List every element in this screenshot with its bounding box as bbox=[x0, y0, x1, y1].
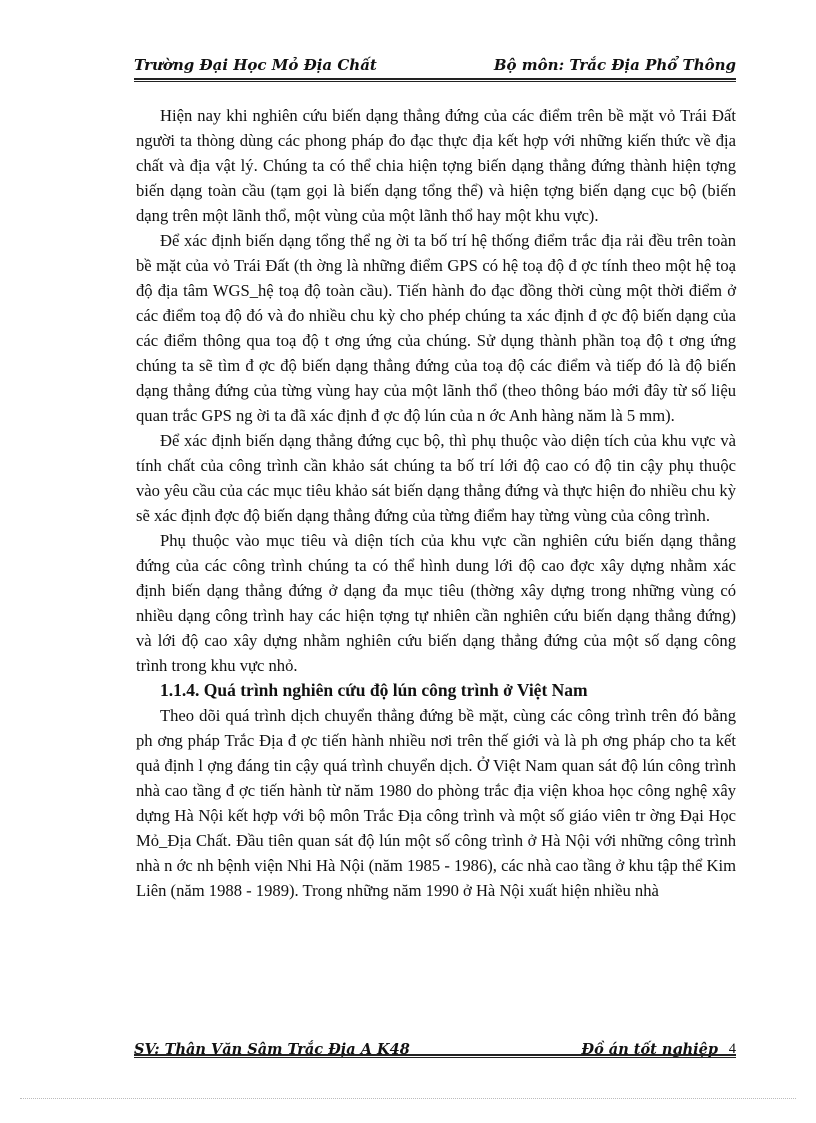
paragraph-2: Để xác định biến dạng tổng thể ng ời ta bố trí hệ thống điểm trắc địa rải đều trên toàn bề mặt của vỏ Trái Đất (th ờng là những điểm GPS có hệ toạ độ đ ợc tính theo một hệ toạ độ địa tâm WGS_hệ toạ độ toàn cầu). Tiến hành đo đạc đồng thời cùng một thời điểm ở các điểm toạ độ đó và đo nhiều chu kỳ cho phép chúng ta xác định đ ợc độ biến dạng của các điểm thông qua toạ độ t ơng ứng của chúng. Sử dụng thành phần toạ độ t ơng ứng chúng ta sẽ tìm đ ợc độ biến dạng thẳng đứng của toạ độ các điểm và tiếp đó là độ biến dạng thẳng đứng của từng vùng hay của một lãnh thổ (theo thông báo mới đây từ số liệu quan trắc GPS ng ời ta đã xác định đ ợc độ lún của n ớc Anh hàng năm là 5 mm). bbox=[136, 231, 736, 425]
header-divider bbox=[134, 78, 736, 82]
footer-divider bbox=[134, 1054, 736, 1058]
paragraph-3: Để xác định biến dạng thẳng đứng cục bộ, thì phụ thuộc vào diện tích của khu vực và tính chất của công trình cần khảo sát chúng ta bố trí lới độ cao có độ tin cậy phụ thuộc vào yêu cầu của các mục tiêu khảo sát biến dạng thẳng đứng và thực hiện đo nhiều chu kỳ sẽ xác định đợc độ biến dạng thẳng đứng của từng điểm hay từng vùng của công trình. bbox=[136, 431, 736, 525]
footer-thesis-label: Đồ án tốt nghiệp bbox=[581, 1041, 718, 1058]
header-department: Bộ môn: Trắc Địa Phổ Thông bbox=[493, 56, 736, 74]
page-footer bbox=[134, 1041, 736, 1061]
page-number: 4 bbox=[728, 1041, 736, 1057]
section-paragraph: Theo dõi quá trình dịch chuyển thẳng đứng bề mặt, cùng các công trình trên đó bằng ph ơng pháp Trắc Địa đ ợc tiến hành nhiều nơi trên thế giới và là ph ơng pháp cho ta kết quả định l ợng đáng tin cậy quá trình chuyển dịch. Ở Việt Nam quan sát độ lún công trình nhà cao tầng đ ợc tiến hành từ năm 1980 do phòng trắc địa viện khoa học công nghệ xây dựng Hà Nội kết hợp với bộ môn Trắc Địa công trình và một số giáo viên tr ờng Đại Học Mỏ_Địa Chất. Đầu tiên quan sát độ lún một số công trình ở Hà Nội với những công trình nhà n ớc nh bệnh viện Nhi Hà Nội (năm 1985 - 1986), các nhà cao tầng ở khu tập thể Kim Liên (năm 1988 - 1989). Trong những năm 1990 ở Hà Nội xuất hiện nhiều nhà bbox=[136, 706, 736, 900]
document-body bbox=[136, 103, 736, 903]
page-bottom-border bbox=[20, 1098, 796, 1099]
header-university: Trường Đại Học Mỏ Địa Chất bbox=[134, 56, 377, 74]
paragraph-1: Hiện nay khi nghiên cứu biến dạng thẳng đứng của các điểm trên bề mặt vỏ Trái Đất người ta thòng dùng các phong pháp đo đạc thực địa kết hợp với những kiến thức về địa chất và địa vật lý. Chúng ta có thể chia hiện tợng biến dạng thẳng đứng thành hiện tợng biến dạng toàn cầu (tạm gọi là biến dạng tổng thể) và hiện tợng biến dạng cục bộ (biến dạng trên một lãnh thổ, một vùng của một lãnh thổ hay một khu vực). bbox=[136, 106, 736, 225]
page-header bbox=[134, 56, 736, 78]
paragraph-4: Phụ thuộc vào mục tiêu và diện tích của khu vực cần nghiên cứu biến dạng thẳng đứng của các công trình chúng ta có thể hình dung lới độ cao đợc xây dựng nhằm xác định biến dạng thẳng đứng ở dạng đa mục tiêu (thờng xây dựng trong những vùng có nhiều dạng công trình hay các hiện tợng tự nhiên cần nghiên cứu biến dạng thẳng đứng) và lới độ cao xây dựng nhằm nghiên cứu biến dạng thẳng đứng của một số dạng công trình trong khu vực nhỏ. bbox=[136, 531, 736, 675]
footer-student: SV: Thân Văn Sâm Trắc Địa A K48 bbox=[134, 1041, 410, 1058]
section-heading: 1.1.4. Quá trình nghiên cứu độ lún công trình ở Việt Nam bbox=[160, 680, 588, 700]
